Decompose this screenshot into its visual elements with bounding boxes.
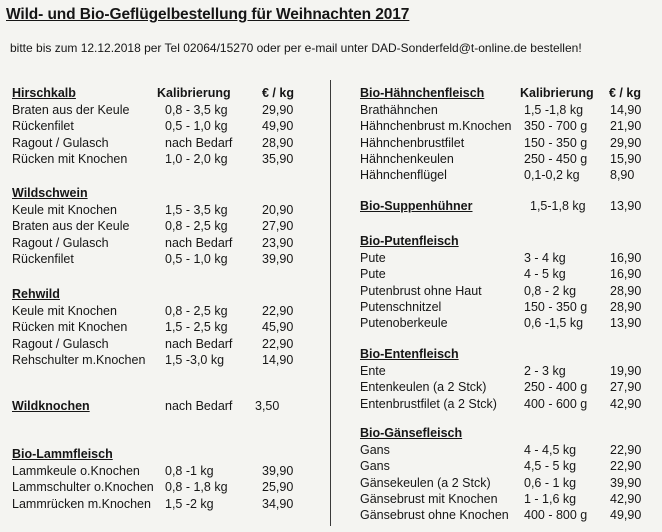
product-price: 27,90 bbox=[610, 380, 642, 395]
product-name: Brathähnchen bbox=[360, 103, 438, 117]
product-calibration: nach Bedarf bbox=[165, 336, 233, 351]
section-title-bio-putenfleisch: Bio-Putenfleisch bbox=[360, 234, 459, 248]
product-row bbox=[0, 300, 662, 316]
product-calibration: 1,5 - 3,5 kg bbox=[165, 203, 228, 217]
product-name: Gans bbox=[360, 459, 390, 474]
product-calibration: 0,8 - 1,8 kg bbox=[165, 480, 228, 495]
product-price: 29,90 bbox=[610, 135, 642, 150]
product-name: Rücken mit Knochen bbox=[12, 151, 128, 166]
product-calibration: 0,8 -1 kg bbox=[165, 464, 214, 478]
section-title-bio-hähnchenfleisch: Bio-Hähnchenfleisch bbox=[360, 86, 485, 100]
product-price: 16,90 bbox=[610, 267, 642, 282]
product-name: Keule mit Knochen bbox=[12, 203, 117, 217]
product-name: Gänsebrust mit Knochen bbox=[360, 491, 498, 506]
product-name: Lammrücken m.Knochen bbox=[12, 496, 151, 511]
product-name: Putenoberkeule bbox=[360, 316, 448, 331]
product-calibration: 4,5 - 5 kg bbox=[524, 459, 577, 474]
product-name: Hähnchenbrustfilet bbox=[360, 135, 465, 150]
product-calibration: 0,5 - 1,0 kg bbox=[165, 119, 228, 134]
product-price: 45,90 bbox=[262, 320, 294, 335]
section-title-bio-suppenhühner: Bio-Suppenhühner bbox=[360, 199, 473, 213]
right-price-header: € / kg bbox=[609, 86, 641, 100]
product-calibration: 0,1-0,2 kg bbox=[524, 168, 580, 183]
product-price: 14,90 bbox=[262, 352, 294, 367]
product-name: Entenkeulen (a 2 Stck) bbox=[360, 380, 487, 395]
product-name: Putenschnitzel bbox=[360, 299, 442, 314]
product-calibration: 0,8 - 2,5 kg bbox=[165, 304, 228, 318]
product-calibration: 0,8 - 2 kg bbox=[524, 283, 577, 298]
product-row bbox=[0, 475, 662, 495]
product-name: Hähnchenflügel bbox=[360, 168, 447, 183]
product-row bbox=[0, 236, 662, 252]
product-name: Hähnchenbrust m.Knochen bbox=[360, 119, 512, 134]
product-price: 8,90 bbox=[610, 168, 635, 183]
product-name: Rückenfilet bbox=[12, 119, 74, 134]
product-calibration: 150 - 350 g bbox=[524, 135, 588, 150]
product-price: 21,90 bbox=[610, 119, 642, 134]
product-calibration: 1,5 -3,0 kg bbox=[165, 352, 225, 367]
product-name: Ragout / Gulasch bbox=[12, 235, 109, 250]
section-title-bio-lammfleisch: Bio-Lammfleisch bbox=[12, 447, 113, 461]
section-title-wildschwein: Wildschwein bbox=[12, 186, 88, 200]
product-price: 15,90 bbox=[610, 151, 642, 166]
product-row bbox=[0, 251, 662, 267]
product-calibration: 350 - 700 g bbox=[524, 119, 588, 134]
product-name: Braten aus der Keule bbox=[12, 219, 130, 234]
product-calibration: 4 - 5 kg bbox=[524, 267, 566, 282]
product-name: Rücken mit Knochen bbox=[12, 320, 128, 335]
product-price: 14,90 bbox=[610, 103, 642, 117]
product-price: 39,90 bbox=[262, 251, 294, 266]
product-calibration: 400 - 600 g bbox=[524, 396, 588, 411]
section-title-rehwild: Rehwild bbox=[12, 287, 60, 301]
section-title-wildknochen: Wildknochen bbox=[12, 399, 90, 413]
product-price: 28,90 bbox=[610, 299, 642, 314]
product-calibration: 2 - 3 kg bbox=[524, 364, 566, 378]
product-row bbox=[0, 459, 662, 475]
product-price: 16,90 bbox=[610, 251, 642, 265]
product-price: 28,90 bbox=[262, 135, 294, 150]
product-price: 34,90 bbox=[262, 496, 294, 511]
product-row bbox=[0, 168, 662, 184]
product-name: Lammschulter o.Knochen bbox=[12, 480, 154, 495]
product-row bbox=[0, 508, 662, 524]
product-price: 39,90 bbox=[262, 464, 294, 478]
product-calibration: 0,5 - 1,0 kg bbox=[165, 251, 228, 266]
product-calibration: 0,6 - 1 kg bbox=[524, 475, 577, 490]
product-price: 22,90 bbox=[610, 459, 642, 474]
product-price: 22,90 bbox=[610, 443, 642, 457]
product-name: Hähnchenkeulen bbox=[360, 151, 454, 166]
product-calibration: 1,5 -2 kg bbox=[165, 496, 214, 511]
order-instructions: bitte bis zum 12.12.2018 per Tel 02064/15270 oder per e-mail unter DAD-Sonderfeld@t-online.de bestellen! bbox=[10, 41, 582, 55]
product-row bbox=[0, 119, 662, 135]
product-price: 25,90 bbox=[262, 480, 294, 495]
section-title-bio-gänsefleisch: Bio-Gänsefleisch bbox=[360, 426, 463, 440]
product-price: 13,90 bbox=[610, 316, 642, 331]
section-price-bio-suppenhühner: 13,90 bbox=[610, 199, 642, 213]
product-name: Gänsebrust ohne Knochen bbox=[360, 508, 509, 523]
product-name: Pute bbox=[360, 267, 386, 282]
product-row bbox=[0, 219, 662, 235]
product-price: 49,90 bbox=[262, 119, 294, 134]
section-price-wildknochen: 3,50 bbox=[255, 399, 280, 413]
product-calibration: 250 - 450 g bbox=[524, 151, 588, 166]
product-row bbox=[0, 316, 662, 335]
product-row bbox=[0, 337, 662, 353]
product-row bbox=[0, 103, 662, 119]
product-name: Lammkeule o.Knochen bbox=[12, 464, 140, 478]
product-price: 39,90 bbox=[610, 475, 642, 490]
page-title: Wild- und Bio-Geflügelbestellung für Weihnachten 2017 bbox=[6, 6, 410, 23]
product-calibration: 0,6 -1,5 kg bbox=[524, 316, 584, 331]
product-calibration: 1,5 -1,8 kg bbox=[524, 103, 584, 117]
product-price: 42,90 bbox=[610, 396, 642, 411]
product-name: Rehschulter m.Knochen bbox=[12, 352, 146, 367]
product-row bbox=[0, 136, 662, 152]
product-price: 42,90 bbox=[610, 491, 642, 506]
product-name: Ragout / Gulasch bbox=[12, 135, 109, 150]
product-row bbox=[0, 284, 662, 300]
left-calibration-header: Kalibrierung bbox=[157, 86, 231, 100]
product-price: 20,90 bbox=[262, 203, 294, 217]
section-title-hirschkalb: Hirschkalb bbox=[12, 86, 76, 100]
product-calibration: 1,0 - 2,0 kg bbox=[165, 151, 228, 166]
product-row bbox=[0, 364, 662, 380]
product-row bbox=[0, 397, 662, 413]
product-price: 28,90 bbox=[610, 283, 642, 298]
product-name: Putenbrust ohne Haut bbox=[360, 283, 482, 298]
left-price-header: € / kg bbox=[262, 86, 294, 100]
product-name: Pute bbox=[360, 251, 386, 265]
product-name: Entenbrustfilet (a 2 Stck) bbox=[360, 396, 497, 411]
product-calibration: 0,8 - 3,5 kg bbox=[165, 103, 228, 117]
product-price: 27,90 bbox=[262, 219, 294, 234]
product-calibration: 400 - 800 g bbox=[524, 508, 588, 523]
product-price: 19,90 bbox=[610, 364, 642, 378]
product-name: Gans bbox=[360, 443, 390, 457]
product-calibration: 250 - 400 g bbox=[524, 380, 588, 395]
product-price: 49,90 bbox=[610, 508, 642, 523]
product-price: 35,90 bbox=[262, 151, 294, 166]
product-row bbox=[0, 152, 662, 168]
product-calibration: 0,8 - 2,5 kg bbox=[165, 219, 228, 234]
section-calibration-wildknochen: nach Bedarf bbox=[165, 399, 233, 413]
product-price: 22,90 bbox=[262, 336, 294, 351]
product-row bbox=[0, 443, 662, 459]
product-row bbox=[0, 492, 662, 508]
section-title-bio-entenfleisch: Bio-Entenfleisch bbox=[360, 347, 459, 361]
product-price: 22,90 bbox=[262, 304, 294, 318]
product-calibration: 3 - 4 kg bbox=[524, 251, 566, 265]
product-price: 23,90 bbox=[262, 235, 294, 250]
product-name: Keule mit Knochen bbox=[12, 304, 117, 318]
product-name: Ragout / Gulasch bbox=[12, 336, 109, 351]
product-calibration: 1,5 - 2,5 kg bbox=[165, 320, 228, 335]
product-row bbox=[0, 267, 662, 283]
product-price: 29,90 bbox=[262, 103, 294, 117]
product-name: Ente bbox=[360, 364, 386, 378]
product-calibration: nach Bedarf bbox=[165, 135, 233, 150]
product-name: Gänsekeulen (a 2 Stck) bbox=[360, 475, 491, 490]
section-calibration-bio-suppenhühner: 1,5-1,8 kg bbox=[530, 199, 586, 213]
product-calibration: nach Bedarf bbox=[165, 235, 233, 250]
product-name: Rückenfilet bbox=[12, 251, 74, 266]
product-calibration: 1 - 1,6 kg bbox=[524, 491, 577, 506]
product-calibration: 4 - 4,5 kg bbox=[524, 443, 577, 457]
product-calibration: 150 - 350 g bbox=[524, 299, 588, 314]
right-calibration-header: Kalibrierung bbox=[520, 86, 594, 100]
product-name: Braten aus der Keule bbox=[12, 103, 130, 117]
product-row bbox=[0, 380, 662, 396]
